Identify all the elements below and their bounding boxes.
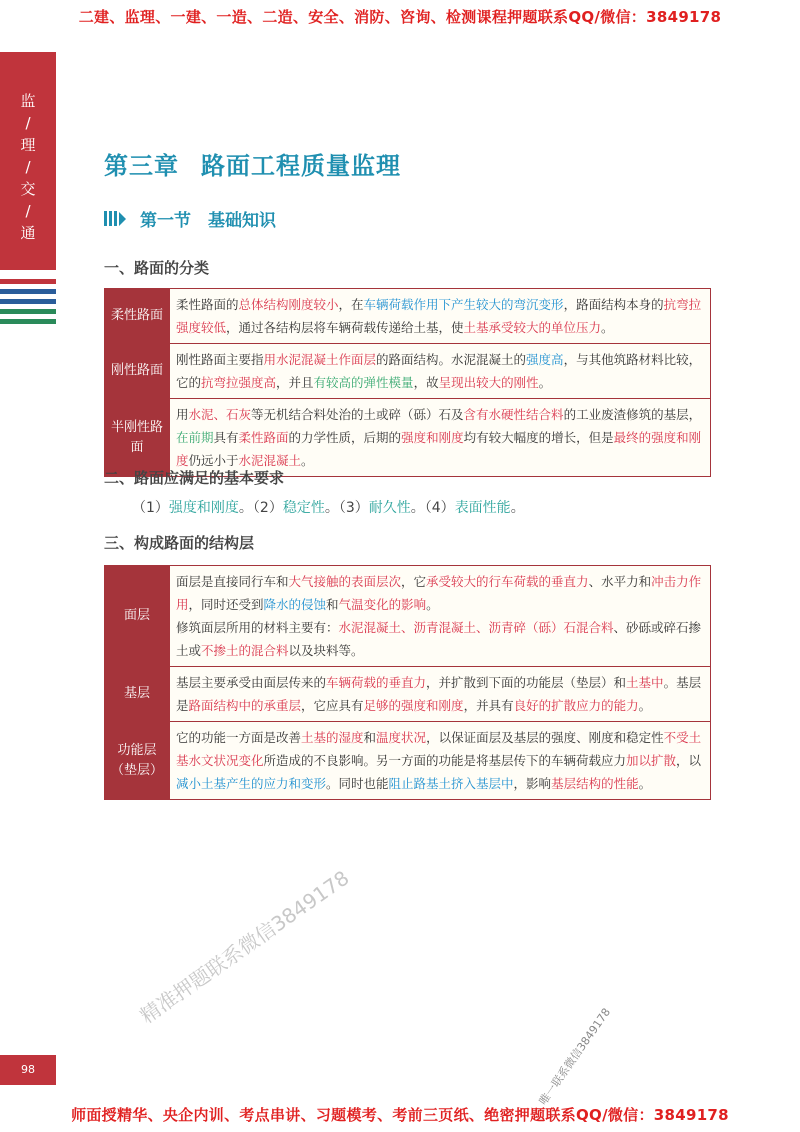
text-segment: 降水的侵蚀 [263,597,327,612]
req-sep: 。 [238,500,253,516]
text-segment: ，在 [338,297,364,312]
text-segment: 。 [638,776,652,791]
text-segment: 温度状况 [376,730,427,745]
text-segment: 土基的湿度 [301,730,364,745]
text-segment: 良好的扩散应力的能力 [513,698,639,713]
text-segment: 面层是直接同行车和 [176,574,289,589]
text-segment: 车辆荷载作用下产生较大的弯沉变形 [363,297,564,312]
text-segment: 。基层是 [176,675,702,713]
text-segment: ，并扩散到下面的功能层（垫层）和 [426,675,627,690]
text-segment: 、水平力和 [588,574,652,589]
text-segment: 总体结构刚度较小 [238,297,339,312]
row-label: 半刚性路面 [105,399,170,477]
text-segment: 用水泥混凝土作面层 [263,352,377,367]
text-segment: ，影响 [513,776,552,791]
text-segment: 修筑面层所用的材料主要有： [176,620,339,635]
requirements-line [132,497,525,517]
chapter-title [104,146,401,181]
row-label: 面层 [105,566,170,667]
text-segment: ，与其他筑路材料比较，它的 [176,352,702,390]
text-segment: 。 [426,597,439,612]
text-segment: 。 [601,320,614,335]
text-segment: 减小土基产生的应力和变形 [176,776,327,791]
req-item: 表面性能 [454,500,511,516]
table-row [105,667,711,722]
watermark: 精准押题联系微信3849178 [135,865,354,1029]
text-segment: 抗弯拉强度高 [201,375,277,390]
side-char: 监 [20,92,36,110]
req-number: （4） [424,500,455,516]
text-segment: ，故 [413,375,439,390]
text-segment: 大气接触的表面层次 [288,574,402,589]
text-segment: 水泥混凝土、沥青混凝土、沥青碎（砾）石混合料 [338,620,614,635]
text-segment: 路面结构中的承重层 [188,698,302,713]
text-segment: 加以扩散 [626,753,677,768]
text-segment: 、砂砾或碎石掺土或 [176,620,702,658]
req-number: （3） [338,500,369,516]
table-row [105,289,711,344]
text-segment: ，同时还受到 [188,597,264,612]
text-segment: ，它应具有 [301,698,364,713]
row-text [170,667,711,722]
text-segment: 承受较大的行车荷载的垂直力 [426,574,589,589]
text-segment: 所造成的不良影响。另一方面的功能是将基层传下的车辆荷载应力 [263,753,627,768]
req-number: （1） [132,500,169,516]
text-segment: 水泥、石灰 [188,407,252,422]
side-char: 理 [20,136,36,154]
row-text [170,566,711,667]
text-segment: 冲击力作用 [176,574,702,612]
text-segment: 刚性路面主要指 [176,352,264,367]
text-segment: 强度和刚度 [401,430,464,445]
text-segment: 均有较大幅度的增长，但是 [463,430,614,445]
text-segment: 呈现出较大的刚性 [438,375,539,390]
text-segment: ，以 [676,753,702,768]
row-label: 刚性路面 [105,344,170,399]
text-segment: ，通过各结构层将车辆荷载传递给土基，使 [226,320,464,335]
text-segment: 不受土基水文状况变化 [176,730,702,768]
row-text [170,344,711,399]
text-segment: 最终的强度和刚度 [176,430,702,468]
text-segment: 和 [326,597,339,612]
text-segment: 。 [638,698,652,713]
chapter-number: 第三章 [104,152,179,180]
req-number: （2） [252,500,283,516]
side-stripe-green [0,319,56,324]
text-segment: 有较高的弹性模量 [313,375,414,390]
text-segment: 。同时也能 [326,776,389,791]
text-segment: ，路面结构本身的 [563,297,664,312]
table-row [105,566,711,667]
side-char: / [25,202,31,220]
side-stripe-green [0,309,56,314]
req-item: 稳定性 [282,500,325,516]
text-segment: 。 [538,375,552,390]
heading-classification: 一、路面的分类 [104,259,210,277]
page-number: 98 [21,1063,35,1076]
text-segment: ，并具有 [463,698,514,713]
text-segment: 柔性路面的 [176,297,239,312]
chapter-name: 路面工程质量监理 [201,152,401,180]
section-bars-icon [104,211,128,231]
text-segment: 基层结构的性能 [551,776,639,791]
text-segment: 足够的强度和刚度 [363,698,464,713]
side-char: / [25,158,31,176]
side-stripe-red [0,279,56,284]
row-text [170,399,711,477]
section-title [104,206,276,231]
row-label: 基层 [105,667,170,722]
text-segment: 具有 [213,430,239,445]
row-label: 功能层（垫层） [105,722,170,800]
text-segment: 在前期 [176,430,214,445]
text-segment: 基层主要承受由面层传来的 [176,675,327,690]
table-row [105,399,711,477]
text-segment: 的工业废渣修筑的基层， [563,407,702,422]
heading-requirements: 二、路面应满足的基本要求 [104,469,285,487]
text-segment: 等无机结合料处治的土或碎（砾）石及 [251,407,464,422]
side-char: / [25,114,31,132]
text-segment: 仍远小于 [188,453,239,468]
text-segment: 。 [301,453,314,468]
row-text [170,289,711,344]
side-stripe-blue [0,299,56,304]
side-char: 交 [20,180,36,198]
text-segment: 的路面结构。水泥混凝土的 [376,352,527,367]
side-char: 通 [20,224,36,242]
bottom-banner: 师面授精华、央企内训、考点串讲、习题模考、考前三页纸、绝密押题联系QQ/微信：3849178 [71,1106,729,1124]
classification-table [104,288,711,477]
row-text [170,722,711,800]
text-segment: ，并且 [276,375,314,390]
table-row [105,344,711,399]
text-segment: 以及块料等。 [288,643,364,658]
req-sep: 。 [324,500,339,516]
text-segment: 气温变化的影响 [338,597,427,612]
top-banner: 二建、监理、一建、一造、二造、安全、消防、咨询、检测课程押题联系QQ/微信：3849178 [78,8,722,26]
heading-structure-layers: 三、构成路面的结构层 [104,534,255,552]
text-segment: 它的功能一方面是改善 [176,730,302,745]
req-item: 强度和刚度 [168,500,239,516]
side-tab-label [0,90,56,244]
text-segment: 抗弯拉强度较低 [176,297,702,335]
text-segment: 水泥混凝土 [238,453,302,468]
text-segment: 强度高 [526,352,564,367]
row-label: 柔性路面 [105,289,170,344]
req-sep: 。 [410,500,425,516]
text-segment: ，以保证面层及基层的强度、刚度和稳定性 [426,730,664,745]
text-segment: 和 [363,730,377,745]
section-label: 第一节 基础知识 [140,211,276,231]
watermark: 唯一联系微信3849178 [536,1005,614,1108]
structure-table [104,565,711,800]
text-segment: 不掺土的混合料 [201,643,289,658]
text-segment: 含有水硬性结合料 [463,407,564,422]
req-sep: 。 [510,500,525,516]
text-segment: 用 [176,407,189,422]
side-stripe-blue [0,289,56,294]
text-segment: ，它 [401,574,427,589]
table-row [105,722,711,800]
text-segment: 土基中 [626,675,664,690]
text-segment: 车辆荷载的垂直力 [326,675,427,690]
text-segment: 土基承受较大的单位压力 [463,320,602,335]
req-item: 耐久性 [368,500,411,516]
text-segment: 阻止路基土挤入基层中 [388,776,514,791]
text-segment: 的力学性质，后期的 [288,430,402,445]
text-segment: 柔性路面 [238,430,289,445]
